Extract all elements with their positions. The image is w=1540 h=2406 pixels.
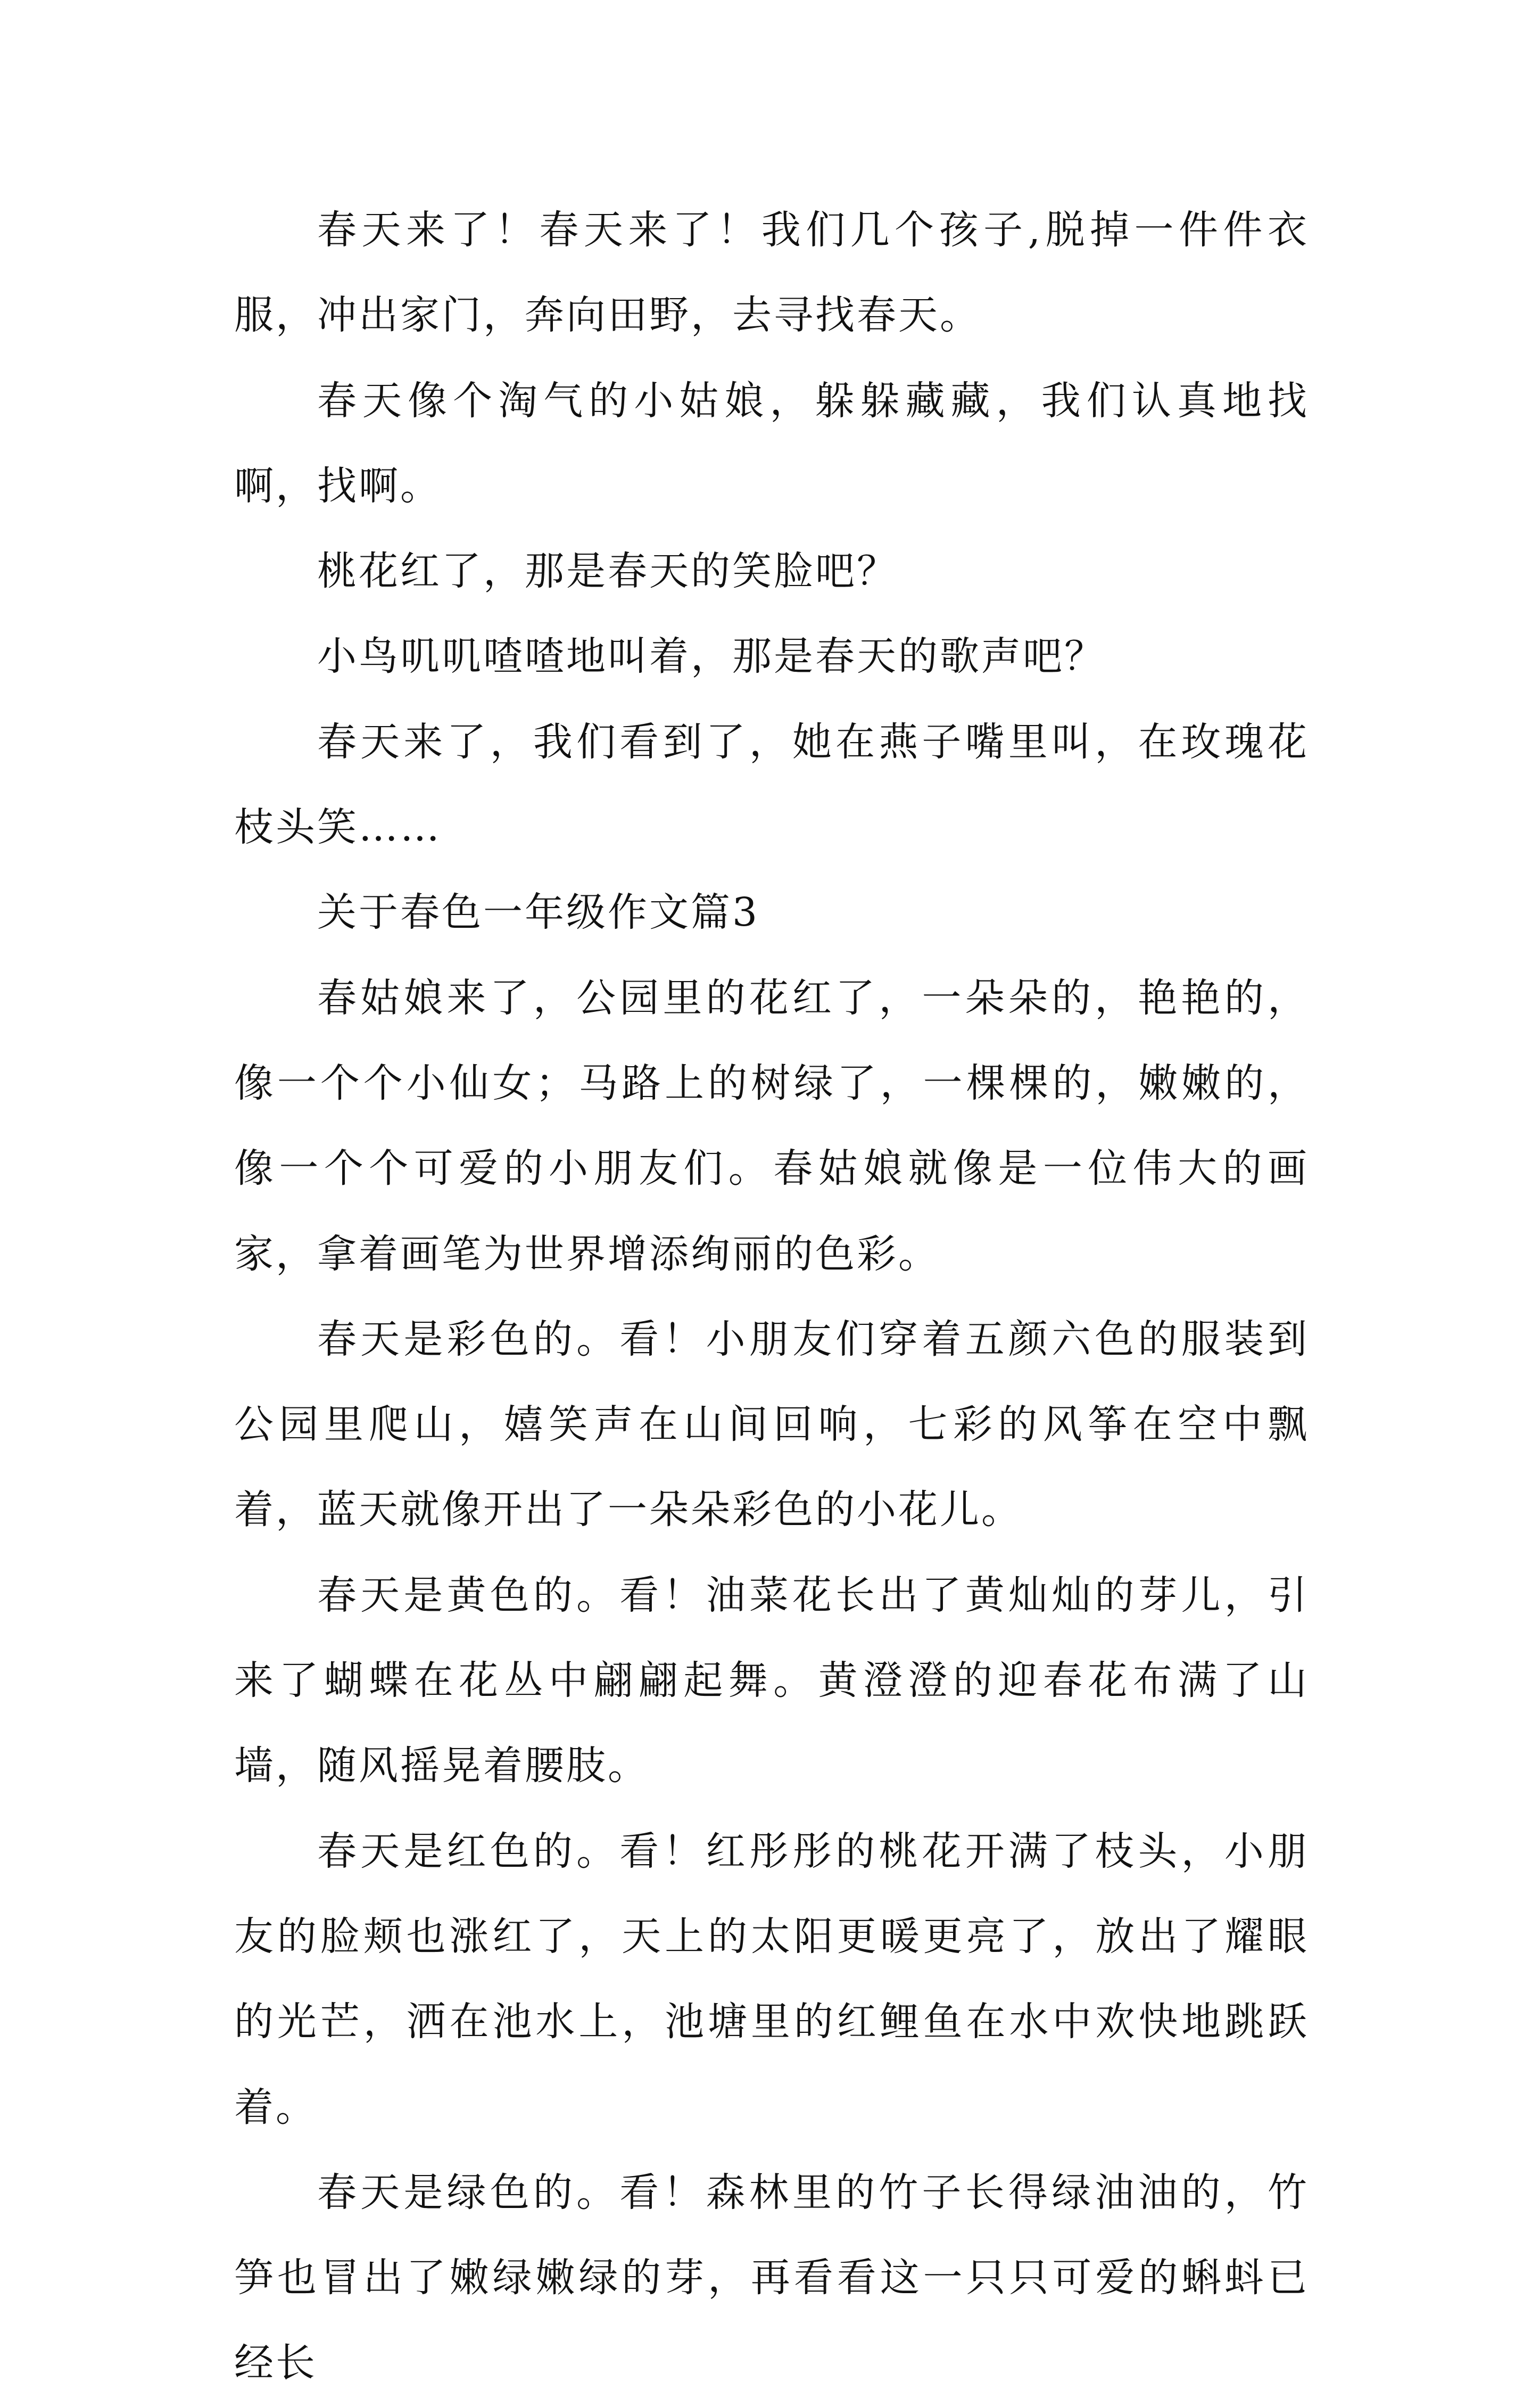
section-heading: 关于春色一年级作文篇3 bbox=[317, 889, 760, 936]
paragraph: 小鸟叽叽喳喳地叫着，那是春天的歌声吧？ bbox=[317, 633, 1106, 680]
paragraph: 春天是绿色的。看！森林里的竹子长得绿油油的，竹笋也冒出了嫩绿嫩绿的芽，再看看这一只只可爱的蝌蚪已经长 bbox=[234, 2169, 1309, 2386]
paragraph: 春天是红色的。看！红彤彤的桃花开满了枝头，小朋友的脸颊也涨红了，天上的太阳更暖更亮了，放出了耀眼的光芒，洒在池水上，池塘里的红鲤鱼在水中欢快地跳跃着。 bbox=[234, 1828, 1309, 2130]
paragraph: 春姑娘来了，公园里的花红了，一朵朵的，艳艳的，像一个个小仙女；马路上的树绿了，一棵棵的，嫩嫩的，像一个个可爱的小朋友们。春姑娘就像是一位伟大的画家，拿着画笔为世界增添绚丽的色彩。 bbox=[234, 975, 1309, 1277]
essay-body bbox=[234, 187, 1309, 2406]
paragraph: 春天来了！春天来了！我们几个孩子,脱掉一件件衣服，冲出家门，奔向田野，去寻找春天。 bbox=[234, 207, 1309, 339]
paragraph: 春天来了，我们看到了，她在燕子嘴里叫，在玫瑰花枝头笑…… bbox=[234, 719, 1309, 851]
paragraph: 春天像个淘气的小姑娘，躲躲藏藏，我们认真地找啊，找啊。 bbox=[234, 377, 1309, 509]
paragraph: 桃花红了，那是春天的笑脸吧？ bbox=[317, 548, 898, 595]
paragraph: 春天是彩色的。看！小朋友们穿着五颜六色的服装到公园里爬山，嬉笑声在山间回响，七彩的风筝在空中飘着，蓝天就像开出了一朵朵彩色的小花儿。 bbox=[234, 1316, 1309, 1533]
paragraph: 春天是黄色的。看！油菜花长出了黄灿灿的芽儿，引来了蝴蝶在花丛中翩翩起舞。黄澄澄的迎春花布满了山墙，随风摇晃着腰肢。 bbox=[234, 1572, 1309, 1789]
